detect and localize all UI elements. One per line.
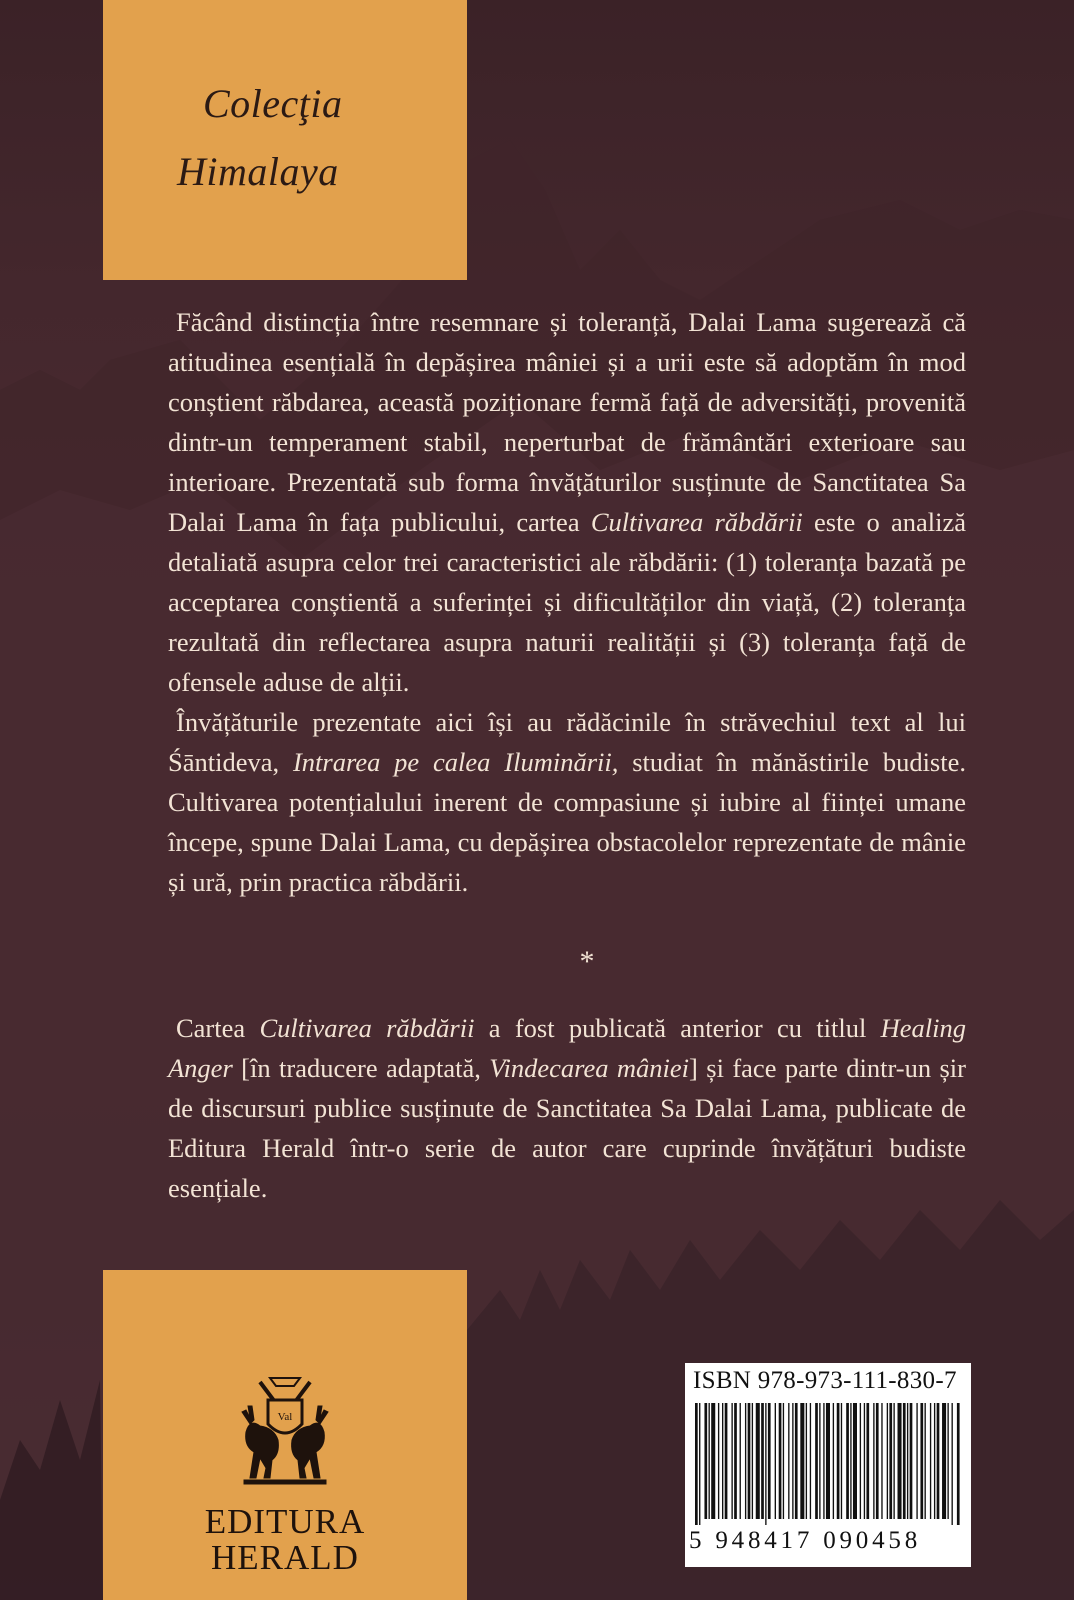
barcode-bar: [920, 1403, 923, 1519]
barcode-bar: [748, 1403, 751, 1519]
isbn-barcode-label: [685, 1363, 971, 1567]
publication-note: [168, 1008, 966, 1208]
barcode-bar: [903, 1403, 906, 1519]
barcode-bars: [695, 1403, 961, 1525]
barcode-bar: [761, 1403, 764, 1519]
publisher-box: [103, 1270, 467, 1600]
collection-name-line2: Himalaya: [177, 149, 339, 194]
blurb-p2-text-b: studiat în mănăstirile budiste. Cultivarea potențialului inerent de compasiune și iubire al ființei umane începe, spune Dalai Lama, cu depășirea obstacolelor reprezentate de mânie și ură, prin practica răbdării.: [168, 747, 966, 897]
barcode-bar: [866, 1403, 869, 1519]
barcode-bar: [788, 1403, 789, 1519]
barcode-bar: [907, 1403, 908, 1519]
barcode-bar: [722, 1403, 723, 1519]
barcode-bar: [876, 1403, 879, 1519]
barcode-bar: [806, 1403, 807, 1519]
barcode-bar: [699, 1403, 700, 1525]
barcode-bar: [740, 1403, 741, 1519]
barcode-bar: [937, 1403, 940, 1519]
barcode-bar: [779, 1403, 782, 1519]
collection-label-box: [103, 0, 467, 280]
barcode-bar: [752, 1403, 753, 1519]
blurb-text: [168, 302, 966, 902]
book-title-italic-2: Cultivarea răbdării: [259, 1013, 475, 1043]
note-text-b: a fost publicată anterior cu titlul: [474, 1013, 881, 1043]
barcode-bar: [850, 1403, 851, 1519]
barcode-bar: [864, 1403, 865, 1519]
barcode-bar: [947, 1403, 948, 1519]
barcode-bar: [860, 1403, 861, 1519]
barcode-bar: [792, 1403, 793, 1519]
barcode-bar: [942, 1403, 946, 1519]
collection-name-line1: Colecţia: [203, 81, 343, 126]
barcode-bar: [910, 1403, 913, 1519]
adapted-title-italic: Vindecarea mâniei: [489, 1053, 690, 1083]
publisher-name-line2: HERALD: [211, 1538, 359, 1577]
blurb-paragraph-2: [168, 702, 966, 902]
barcode-bar: [815, 1403, 818, 1519]
barcode-bar: [725, 1403, 728, 1519]
barcode-bar: [853, 1403, 857, 1519]
barcode-bar: [819, 1403, 820, 1519]
barcode-bar: [718, 1403, 719, 1519]
blurb-paragraph-1: [168, 302, 966, 702]
note-text-c: [în traducere adaptată,: [232, 1053, 490, 1083]
barcode-bar: [916, 1403, 917, 1519]
publisher-name-line1: EDITURA: [204, 1502, 366, 1541]
blurb-p1-text-b: este o analiză detaliată asupra celor trei caracteristici ale răbdării: (1) toleranța bazată pe acceptarea conștientă a suferinței și dificultăților din viață, (2) toleranța rezultată din reflectarea asupra naturii realității și (3) toleranța față de ofensele aduse de alții.: [168, 507, 967, 697]
barcode-bar: [898, 1403, 902, 1519]
barcode-bar: [893, 1403, 894, 1519]
note-text-a: Cartea: [176, 1013, 260, 1043]
barcode-bar: [711, 1403, 715, 1519]
barcode-bar: [800, 1403, 804, 1519]
barcode-bar: [731, 1403, 732, 1519]
barcode-bar: [709, 1403, 710, 1519]
barcode-bar: [823, 1403, 824, 1519]
barcode-bar: [810, 1403, 811, 1519]
book-title-italic: Cultivarea răbdării: [590, 507, 803, 537]
barcode-bar: [795, 1403, 798, 1519]
herald-logo-icon: [220, 1376, 350, 1506]
note-text-d: ] și face parte dintr-un șir de discursuri publice susținute de Sanctitatea Sa Dalai Lama, publicate de Editura Herald într-o serie de autor care cuprinde învățături budiste esențiale.: [168, 1053, 966, 1203]
barcode-bar: [775, 1403, 776, 1519]
barcode-bar: [734, 1403, 737, 1519]
original-title-italic: Healing Anger: [168, 1013, 967, 1083]
barcode-bar: [957, 1403, 960, 1525]
barcode-bar: [881, 1403, 882, 1519]
barcode-bar: [934, 1403, 935, 1519]
blurb-p2-text-a: Învățăturile prezentate aici își au rădăcinile în străvechiul text al lui Śāntideva,: [168, 707, 966, 777]
barcode-bar: [745, 1403, 746, 1519]
barcode-bar: [930, 1403, 931, 1519]
barcode-bar: [873, 1403, 874, 1519]
isbn-text: ISBN 978-973-111-830-7: [693, 1367, 957, 1394]
blurb-p1-text-a: Făcând distincția între resemnare și toleranță, Dalai Lama sugerează că atitudinea esențială în depășirea mâniei și a urii este să adoptăm în mod conștient răbdarea, această poziționare fermă față de adversități, provenită dintr-un temperament stabil, neperturbat de frământări exterioare sau interioare. Prezentată sub forma învățăturilor susținute de Sanctitatea Sa Dalai Lama în fața publicului, cartea: [168, 307, 966, 537]
barcode-bar: [837, 1403, 840, 1519]
barcode-bar: [765, 1403, 766, 1525]
publication-note-paragraph: [168, 1008, 966, 1208]
barcode-bar: [826, 1403, 830, 1519]
barcode-bar: [833, 1403, 834, 1519]
barcode-bar: [887, 1403, 888, 1519]
barcode-bar: [756, 1403, 760, 1519]
barcode-bar: [841, 1403, 842, 1519]
barcode-bar: [925, 1403, 926, 1519]
barcode-bar: [695, 1403, 698, 1525]
logo-shield-text: Val: [277, 1411, 293, 1423]
barcode-bar: [952, 1403, 953, 1525]
source-title-italic: Intrarea pe calea Iluminării,: [292, 747, 619, 777]
section-separator: *: [579, 945, 595, 978]
barcode-bar: [846, 1403, 849, 1519]
barcode-bar: [889, 1403, 892, 1519]
barcode-bar: [704, 1403, 707, 1519]
barcode-bar: [768, 1403, 771, 1519]
barcode-digits: 5 948417 090458: [689, 1527, 921, 1554]
barcode-bar: [783, 1403, 784, 1519]
